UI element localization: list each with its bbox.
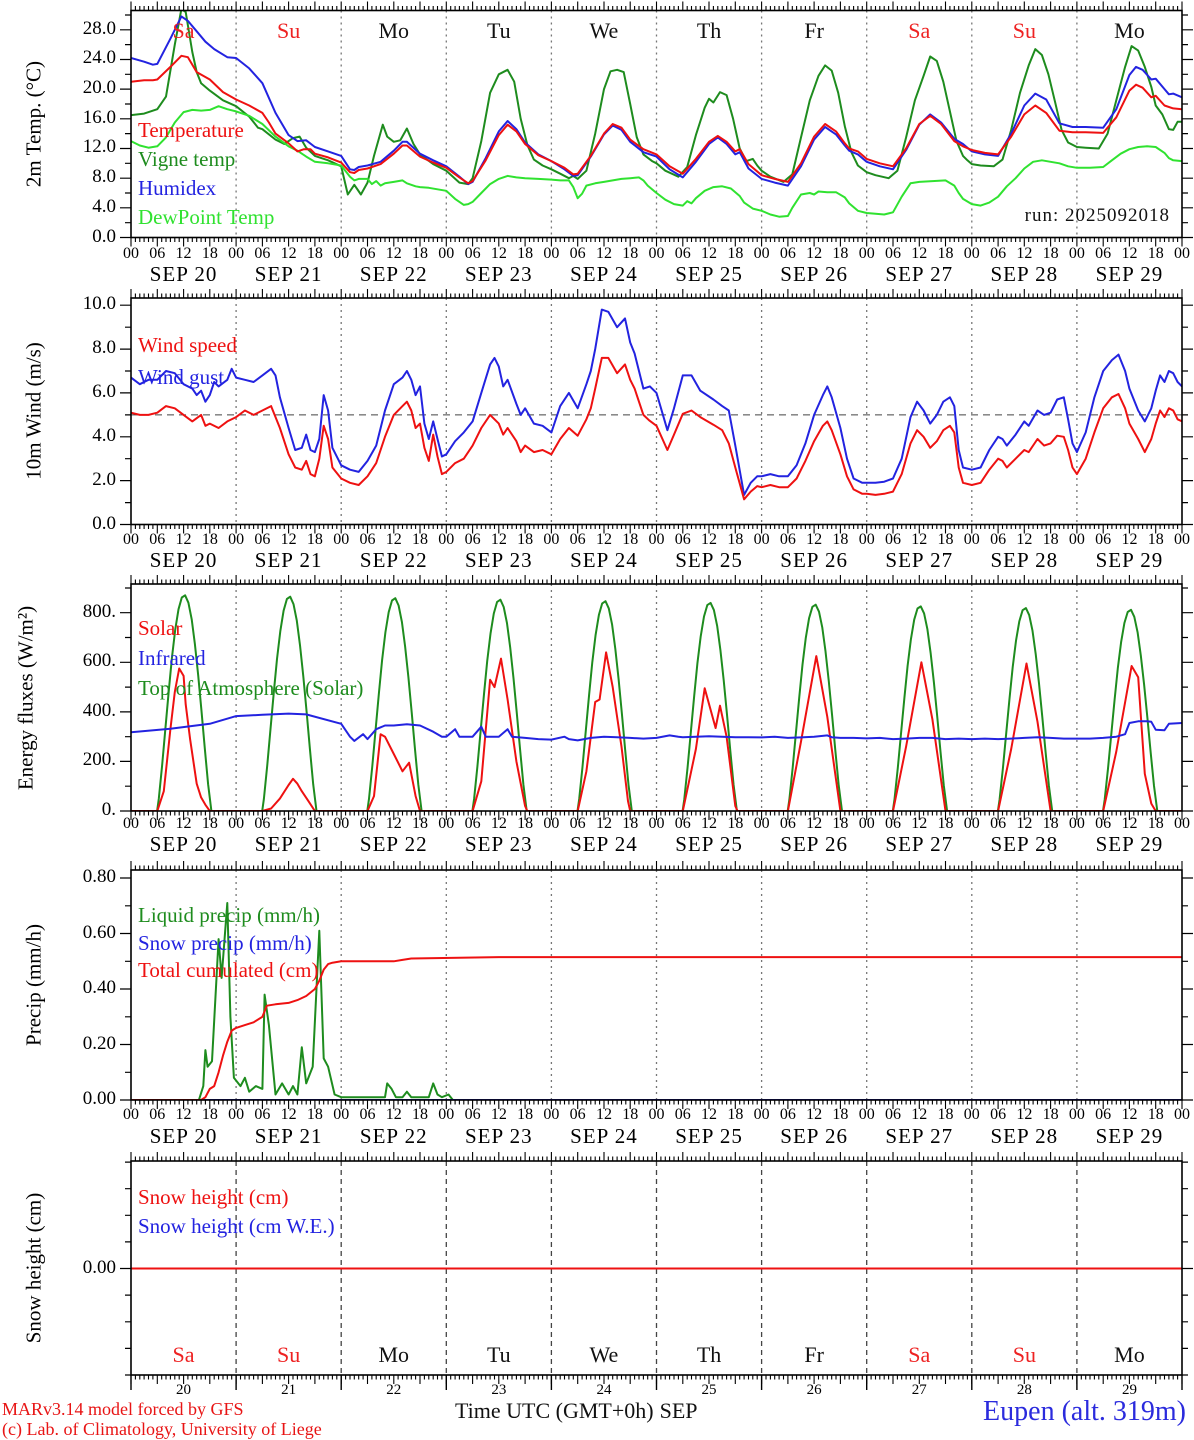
hour-tick-label: 12 [911, 245, 928, 262]
hour-tick-label: 12 [490, 1106, 507, 1123]
hour-tick-label: 12 [1121, 245, 1138, 262]
hour-tick-label: 12 [806, 531, 823, 548]
hour-tick-label: 18 [622, 1106, 639, 1123]
date-label: SEP 27 [885, 548, 954, 572]
weekday-label-top: Th [696, 18, 722, 43]
hour-tick-label: 06 [1095, 1106, 1112, 1123]
credit-line-2: (c) Lab. of Climatology, University of Liege [2, 1419, 322, 1439]
hour-tick-label: 18 [727, 245, 744, 262]
date-label: SEP 23 [465, 832, 533, 856]
weekday-label-top: Tu [487, 18, 511, 43]
hour-tick-label: 00 [648, 815, 665, 832]
weekday-label-top: Sa [172, 18, 195, 43]
date-label: SEP 20 [149, 1124, 218, 1148]
hour-tick-label: 00 [753, 245, 770, 262]
hour-tick-label: 06 [674, 815, 691, 832]
hour-tick-label: 12 [280, 1106, 297, 1123]
ytick-label: 8.0 [92, 337, 116, 359]
date-label: SEP 21 [254, 548, 323, 572]
date-label: SEP 24 [570, 548, 638, 572]
hour-tick-label: 12 [701, 815, 718, 832]
date-label: SEP 20 [149, 262, 218, 286]
hour-tick-label: 06 [149, 245, 166, 262]
date-label: SEP 26 [780, 548, 848, 572]
time-axis-label: Time UTC (GMT+0h) [455, 1398, 654, 1423]
hour-tick-label: 12 [385, 245, 402, 262]
hour-tick-label: 18 [832, 245, 849, 262]
hour-tick-label: 06 [884, 531, 901, 548]
hour-tick-label: 00 [1174, 815, 1190, 832]
date-label: SEP 24 [570, 262, 638, 286]
ytick-label: 28.0 [82, 17, 116, 39]
date-label: SEP 24 [570, 832, 638, 856]
date-label: SEP 26 [780, 1124, 848, 1148]
weekday-label-bottom: Mo [378, 1342, 410, 1367]
day-number: 27 [911, 1382, 927, 1398]
hour-tick-label: 06 [464, 531, 481, 548]
date-label: SEP 21 [254, 1124, 323, 1148]
day-number: 28 [1016, 1382, 1032, 1398]
day-number: 20 [176, 1382, 192, 1398]
hour-tick-label: 12 [175, 1106, 192, 1123]
hour-tick-label: 18 [306, 245, 323, 262]
hour-tick-label: 06 [254, 1106, 271, 1123]
date-label: SEP 23 [465, 548, 533, 572]
hour-tick-label: 06 [990, 815, 1007, 832]
hour-tick-label: 00 [648, 531, 665, 548]
legend-temperature: Temperature [138, 118, 244, 142]
hour-tick-label: 12 [1121, 531, 1138, 548]
hour-tick-label: 18 [1042, 245, 1059, 262]
hour-tick-label: 18 [727, 531, 744, 548]
ytick-label: 0.20 [82, 1032, 116, 1054]
hour-tick-label: 00 [228, 815, 245, 832]
hour-tick-label: 12 [1121, 815, 1138, 832]
hour-tick-label: 00 [753, 1106, 770, 1123]
hour-tick-label: 18 [1147, 531, 1164, 548]
hour-tick-label: 18 [201, 245, 218, 262]
hour-tick-label: 12 [701, 531, 718, 548]
hour-tick-label: 06 [254, 815, 271, 832]
day-number: 25 [701, 1382, 717, 1398]
hour-tick-label: 18 [517, 1106, 534, 1123]
hour-tick-label: 18 [412, 815, 429, 832]
hour-tick-label: 00 [123, 1106, 139, 1123]
legend-humidex: Humidex [138, 176, 217, 200]
date-label: SEP 26 [780, 832, 848, 856]
day-number: 29 [1121, 1382, 1137, 1398]
date-label: SEP 20 [149, 548, 218, 572]
hour-tick-label: 00 [1174, 1106, 1190, 1123]
hour-tick-label: 18 [1147, 1106, 1164, 1123]
hour-tick-label: 00 [1068, 815, 1085, 832]
date-label: SEP 27 [885, 1124, 954, 1148]
date-label: SEP 20 [149, 832, 218, 856]
weekday-label-bottom: Su [1012, 1342, 1036, 1367]
weekday-label-top: We [589, 18, 619, 43]
hour-tick-label: 00 [333, 1106, 350, 1123]
hour-tick-label: 06 [464, 815, 481, 832]
hour-tick-label: 06 [990, 1106, 1007, 1123]
weekday-label-bottom: Tu [487, 1342, 511, 1367]
date-label: SEP 23 [465, 262, 533, 286]
ytick-label: 6.0 [92, 380, 116, 402]
hour-tick-label: 06 [884, 245, 901, 262]
panel-1 [120, 289, 1193, 534]
hour-tick-label: 06 [254, 245, 271, 262]
y-axis-title: 10m Wind (m/s) [21, 342, 46, 481]
hour-tick-label: 12 [595, 531, 612, 548]
hour-tick-label: 18 [306, 1106, 323, 1123]
hour-tick-label: 06 [464, 245, 481, 262]
hour-tick-label: 00 [963, 815, 980, 832]
hour-tick-label: 00 [543, 531, 560, 548]
hour-tick-label: 18 [622, 815, 639, 832]
hour-tick-label: 06 [254, 531, 271, 548]
hour-tick-label: 06 [1095, 531, 1112, 548]
date-label: SEP 21 [254, 832, 323, 856]
ytick-label: 0.00 [82, 1256, 116, 1278]
weekday-label-top: Mo [1114, 18, 1145, 43]
hour-tick-label: 00 [438, 531, 455, 548]
legend-infrared: Infrared [138, 646, 206, 670]
legend-top-of-atmosphere-solar-: Top of Atmosphere (Solar) [138, 676, 364, 700]
hour-tick-label: 00 [1174, 531, 1190, 548]
weekday-label-bottom: Th [696, 1342, 722, 1367]
hour-tick-label: 12 [701, 245, 718, 262]
hour-tick-label: 18 [832, 815, 849, 832]
run-label: run: 2025092018 [1024, 205, 1170, 226]
ytick-label: 0.40 [82, 977, 116, 999]
hour-tick-label: 18 [622, 531, 639, 548]
legend-wind-gust: Wind gust [138, 365, 225, 389]
date-label: SEP 29 [1095, 1124, 1164, 1148]
day-number: 22 [386, 1382, 402, 1398]
weekday-label-bottom: Su [277, 1342, 301, 1367]
panel-3 [120, 861, 1193, 1109]
hour-tick-label: 06 [464, 1106, 481, 1123]
hour-tick-label: 06 [779, 1106, 796, 1123]
ytick-label: 600. [82, 650, 116, 672]
weekday-label-bottom: We [589, 1342, 619, 1367]
hour-tick-label: 12 [175, 815, 192, 832]
weekday-label-bottom: Sa [172, 1342, 195, 1367]
date-label: SEP 29 [1095, 262, 1164, 286]
hour-tick-label: 18 [1042, 1106, 1059, 1123]
credit-line-1: MARv3.14 model forced by GFS [2, 1399, 244, 1419]
ytick-label: 12.0 [82, 136, 116, 158]
date-label: SEP 28 [990, 262, 1059, 286]
hour-tick-label: 18 [937, 815, 954, 832]
date-label: SEP 22 [359, 832, 428, 856]
hour-tick-label: 06 [990, 531, 1007, 548]
ytick-label: 0. [101, 799, 116, 820]
y-axis-title: 2m Temp. (°C) [21, 60, 46, 188]
hour-tick-label: 00 [858, 815, 875, 832]
hour-tick-label: 12 [595, 815, 612, 832]
hour-tick-label: 00 [858, 531, 875, 548]
hour-tick-label: 18 [201, 815, 218, 832]
hour-tick-label: 12 [1121, 1106, 1138, 1123]
date-label: SEP 28 [990, 1124, 1059, 1148]
ytick-label: 0.00 [82, 1088, 116, 1109]
hour-tick-label: 06 [674, 531, 691, 548]
date-label: SEP 22 [359, 1124, 428, 1148]
hour-tick-label: 00 [1068, 1106, 1085, 1123]
hour-tick-label: 06 [359, 1106, 376, 1123]
date-label: SEP 25 [675, 832, 743, 856]
hour-tick-label: 12 [490, 531, 507, 548]
hour-tick-label: 06 [149, 531, 166, 548]
hour-tick-label: 18 [306, 815, 323, 832]
hour-tick-label: 12 [385, 531, 402, 548]
month-label: SEP [659, 1398, 698, 1423]
weekday-label-top: Mo [378, 18, 410, 43]
ytick-label: 800. [82, 600, 116, 622]
hour-tick-label: 00 [858, 1106, 875, 1123]
hour-tick-label: 18 [727, 815, 744, 832]
hour-tick-label: 12 [490, 815, 507, 832]
legend-snow-precip-mm-h-: Snow precip (mm/h) [138, 930, 312, 955]
hour-tick-label: 18 [937, 1106, 954, 1123]
legend-dewpoint-temp: DewPoint Temp [138, 205, 275, 229]
date-label: SEP 22 [359, 262, 428, 286]
hour-tick-label: 00 [123, 245, 139, 262]
ytick-label: 0.80 [82, 866, 116, 888]
hour-tick-label: 00 [1174, 245, 1190, 262]
hour-tick-label: 00 [543, 815, 560, 832]
hour-tick-label: 06 [779, 815, 796, 832]
hour-tick-label: 00 [648, 1106, 665, 1123]
hour-tick-label: 00 [228, 1106, 245, 1123]
date-label: SEP 28 [990, 832, 1059, 856]
hour-tick-label: 12 [280, 531, 297, 548]
date-label: SEP 23 [465, 1124, 533, 1148]
hour-tick-label: 12 [911, 1106, 928, 1123]
hour-tick-label: 18 [1042, 531, 1059, 548]
hour-tick-label: 06 [884, 815, 901, 832]
hour-tick-label: 18 [727, 1106, 744, 1123]
hour-tick-label: 18 [412, 1106, 429, 1123]
date-label: SEP 28 [990, 548, 1059, 572]
station-label: Eupen (alt. 319m) [983, 1396, 1186, 1427]
hour-tick-label: 00 [963, 245, 980, 262]
time-axis-title [455, 1398, 698, 1424]
ytick-label: 8.0 [92, 166, 116, 188]
ytick-label: 4.0 [92, 195, 116, 217]
hour-tick-label: 18 [937, 531, 954, 548]
hour-tick-label: 06 [1095, 245, 1112, 262]
ytick-label: 0.0 [92, 225, 116, 247]
hour-tick-label: 12 [911, 531, 928, 548]
hour-tick-label: 18 [412, 245, 429, 262]
hour-tick-label: 12 [806, 815, 823, 832]
weekday-label-top: Su [277, 18, 301, 43]
hour-tick-label: 00 [438, 245, 455, 262]
weekday-label-top: Fr [804, 18, 824, 43]
hour-tick-label: 18 [517, 245, 534, 262]
hour-tick-label: 18 [832, 531, 849, 548]
hour-tick-label: 00 [858, 245, 875, 262]
date-label: SEP 29 [1095, 832, 1164, 856]
ytick-label: 0.60 [82, 921, 116, 943]
hour-tick-label: 06 [359, 531, 376, 548]
day-number: 23 [491, 1382, 507, 1398]
ytick-label: 20.0 [82, 77, 116, 99]
hour-tick-label: 06 [569, 531, 586, 548]
legend-total-cumulated-cm-: Total cumulated (cm) [138, 958, 319, 982]
hour-tick-label: 12 [385, 815, 402, 832]
hour-tick-label: 00 [963, 1106, 980, 1123]
day-number: 24 [596, 1382, 612, 1398]
hour-tick-label: 00 [123, 531, 139, 548]
date-label: SEP 25 [675, 1124, 743, 1148]
hour-tick-label: 06 [359, 245, 376, 262]
hour-tick-label: 00 [753, 815, 770, 832]
hour-tick-label: 06 [569, 815, 586, 832]
hour-tick-label: 18 [517, 815, 534, 832]
hour-tick-label: 00 [543, 245, 560, 262]
ytick-label: 4.0 [92, 424, 116, 446]
ytick-label: 2.0 [92, 468, 116, 490]
ytick-label: 400. [82, 699, 116, 721]
legend-vigne-temp: Vigne temp [138, 147, 236, 171]
hour-tick-label: 00 [1068, 531, 1085, 548]
y-axis-title: Energy fluxes (W/m²) [13, 605, 38, 790]
hour-tick-label: 12 [1016, 1106, 1033, 1123]
hour-tick-label: 12 [280, 245, 297, 262]
day-number: 26 [806, 1382, 822, 1398]
hour-tick-label: 12 [385, 1106, 402, 1123]
date-label: SEP 29 [1095, 548, 1164, 572]
hour-tick-label: 06 [779, 245, 796, 262]
legend-liquid-precip-mm-h-: Liquid precip (mm/h) [138, 903, 320, 927]
day-number: 21 [281, 1382, 297, 1398]
hour-tick-label: 12 [490, 245, 507, 262]
hour-tick-label: 18 [517, 531, 534, 548]
legend-solar: Solar [138, 616, 183, 640]
ytick-label: 0.0 [92, 512, 116, 534]
hour-tick-label: 12 [701, 1106, 718, 1123]
date-label: SEP 26 [780, 262, 848, 286]
ytick-label: 24.0 [82, 47, 116, 69]
date-label: SEP 21 [254, 262, 323, 286]
date-label: SEP 24 [570, 1124, 638, 1148]
hour-tick-label: 06 [149, 1106, 166, 1123]
hour-tick-label: 06 [674, 1106, 691, 1123]
hour-tick-label: 00 [333, 531, 350, 548]
hour-tick-label: 12 [911, 815, 928, 832]
hour-tick-label: 18 [832, 1106, 849, 1123]
ytick-label: 200. [82, 749, 116, 771]
hour-tick-label: 12 [595, 1106, 612, 1123]
hour-tick-label: 00 [123, 815, 139, 832]
hour-tick-label: 06 [990, 245, 1007, 262]
hour-tick-label: 06 [569, 245, 586, 262]
hour-tick-label: 00 [228, 531, 245, 548]
hour-tick-label: 12 [280, 815, 297, 832]
date-label: SEP 25 [675, 262, 743, 286]
hour-tick-label: 00 [438, 1106, 455, 1123]
hour-tick-label: 12 [806, 245, 823, 262]
legend-snow-height-cm-w-e-: Snow height (cm W.E.) [138, 1214, 335, 1238]
hour-tick-label: 06 [884, 1106, 901, 1123]
hour-tick-label: 18 [937, 245, 954, 262]
ytick-label: 10.0 [82, 293, 116, 315]
hour-tick-label: 18 [1147, 245, 1164, 262]
date-label: SEP 27 [885, 262, 954, 286]
hour-tick-label: 00 [648, 245, 665, 262]
hour-tick-label: 00 [228, 245, 245, 262]
hour-tick-label: 00 [333, 815, 350, 832]
hour-tick-label: 06 [149, 815, 166, 832]
hour-tick-label: 12 [1016, 245, 1033, 262]
hour-tick-label: 18 [1147, 815, 1164, 832]
hour-tick-label: 12 [806, 1106, 823, 1123]
date-label: SEP 27 [885, 832, 954, 856]
y-axis-title: Precip (mm/h) [21, 924, 46, 1046]
hour-tick-label: 06 [569, 1106, 586, 1123]
hour-tick-label: 18 [1042, 815, 1059, 832]
hour-tick-label: 00 [963, 531, 980, 548]
hour-tick-label: 18 [306, 531, 323, 548]
hour-tick-label: 18 [201, 1106, 218, 1123]
hour-tick-label: 12 [1016, 815, 1033, 832]
hour-tick-label: 00 [753, 531, 770, 548]
weekday-label-bottom: Fr [804, 1342, 824, 1367]
weekday-label-bottom: Sa [908, 1342, 931, 1367]
hour-tick-label: 12 [175, 245, 192, 262]
hour-tick-label: 06 [359, 815, 376, 832]
hour-tick-label: 00 [333, 245, 350, 262]
hour-tick-label: 00 [438, 815, 455, 832]
hour-tick-label: 12 [595, 245, 612, 262]
weekday-label-top: Su [1012, 18, 1036, 43]
date-label: SEP 22 [359, 548, 428, 572]
weekday-label-bottom: Mo [1114, 1342, 1145, 1367]
ytick-label: 16.0 [82, 106, 116, 128]
date-label: SEP 25 [675, 548, 743, 572]
hour-tick-label: 06 [1095, 815, 1112, 832]
hour-tick-label: 00 [1068, 245, 1085, 262]
hour-tick-label: 12 [1016, 531, 1033, 548]
legend-snow-height-cm-: Snow height (cm) [138, 1185, 289, 1209]
hour-tick-label: 06 [779, 531, 796, 548]
weekday-label-top: Sa [908, 18, 931, 43]
hour-tick-label: 00 [543, 1106, 560, 1123]
hour-tick-label: 18 [412, 531, 429, 548]
y-axis-title: Snow height (cm) [21, 1192, 46, 1344]
legend-wind-speed: Wind speed [138, 333, 237, 357]
hour-tick-label: 18 [622, 245, 639, 262]
hour-tick-label: 06 [674, 245, 691, 262]
hour-tick-label: 18 [201, 531, 218, 548]
hour-tick-label: 12 [175, 531, 192, 548]
